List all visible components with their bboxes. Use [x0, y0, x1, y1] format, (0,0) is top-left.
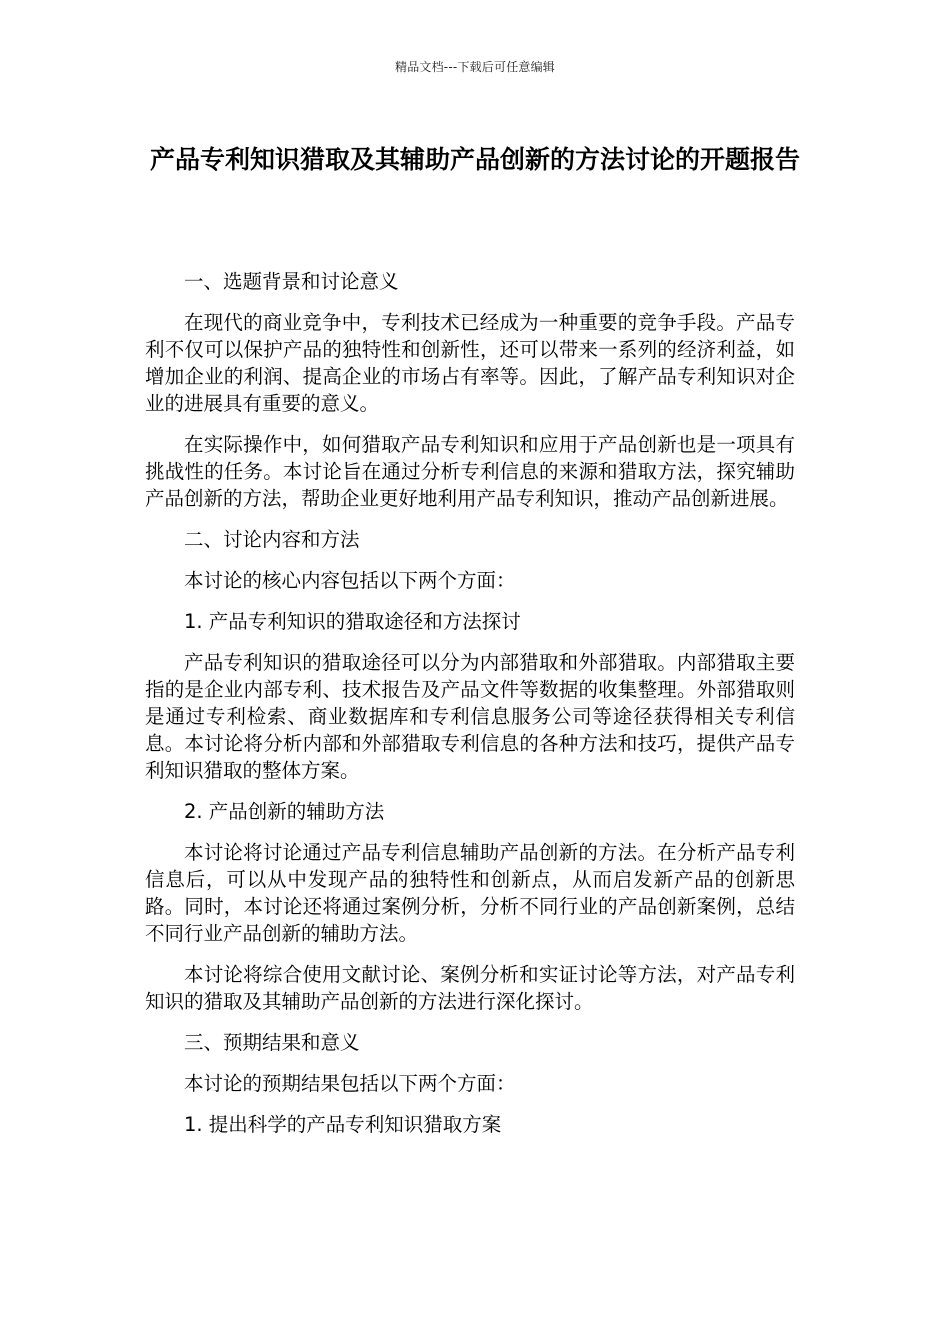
header-note: 精品文档---下载后可任意编辑 [395, 60, 555, 74]
subheading-acquisition-plan: 1. 提出科学的产品专利知识猎取方案 [184, 1113, 502, 1136]
paragraph-expected-results-intro: 本讨论的预期结果包括以下两个方面： [184, 1072, 516, 1095]
section-heading-background: 一、选题背景和讨论意义 [184, 270, 399, 293]
paragraph-core-content-intro: 本讨论的核心内容包括以下两个方面： [184, 569, 516, 592]
section-heading-expected-results: 三、预期结果和意义 [184, 1031, 360, 1054]
paragraph-research-methods: 本讨论将综合使用文献讨论、案例分析和实证讨论等方法，对产品专利知识的猎取及其辅助产品创新的方法进行深化探讨。 [145, 963, 795, 1013]
subheading-patent-acquisition: 1. 产品专利知识的猎取途径和方法探讨 [184, 610, 521, 633]
document-title: 产品专利知识猎取及其辅助产品创新的方法讨论的开题报告 [149, 145, 800, 174]
paragraph-background-1: 在现代的商业竞争中，专利技术已经成为一种重要的竞争手段。产品专利不仅可以保护产品的独特性和创新性，还可以带来一系列的经济利益，如增加企业的利润、提高企业的市场占有率等。因此，了解产品专利知识对企业的进展具有重要的意义。 [145, 311, 795, 415]
paragraph-patent-acquisition: 产品专利知识的猎取途径可以分为内部猎取和外部猎取。内部猎取主要指的是企业内部专利、技术报告及产品文件等数据的收集整理。外部猎取则是通过专利检索、商业数据库和专利信息服务公司等途径获得相关专利信息。本讨论将分析内部和外部猎取专利信息的各种方法和技巧，提供产品专利知识猎取的整体方案。 [145, 651, 795, 782]
section-heading-content-methods: 二、讨论内容和方法 [184, 528, 360, 551]
paragraph-background-2: 在实际操作中，如何猎取产品专利知识和应用于产品创新也是一项具有挑战性的任务。本讨论旨在通过分析专利信息的来源和猎取方法，探究辅助产品创新的方法，帮助企业更好地利用产品专利知识，推动产品创新进展。 [145, 433, 795, 510]
subheading-innovation-methods: 2. 产品创新的辅助方法 [184, 800, 385, 823]
paragraph-innovation-methods: 本讨论将讨论通过产品专利信息辅助产品创新的方法。在分析产品专利信息后，可以从中发现产品的独特性和创新点，从而启发新产品的创新思路。同时，本讨论还将通过案例分析，分析不同行业的产品创新案例，总结不同行业产品创新的辅助方法。 [145, 841, 795, 945]
document-body [145, 268, 795, 1152]
